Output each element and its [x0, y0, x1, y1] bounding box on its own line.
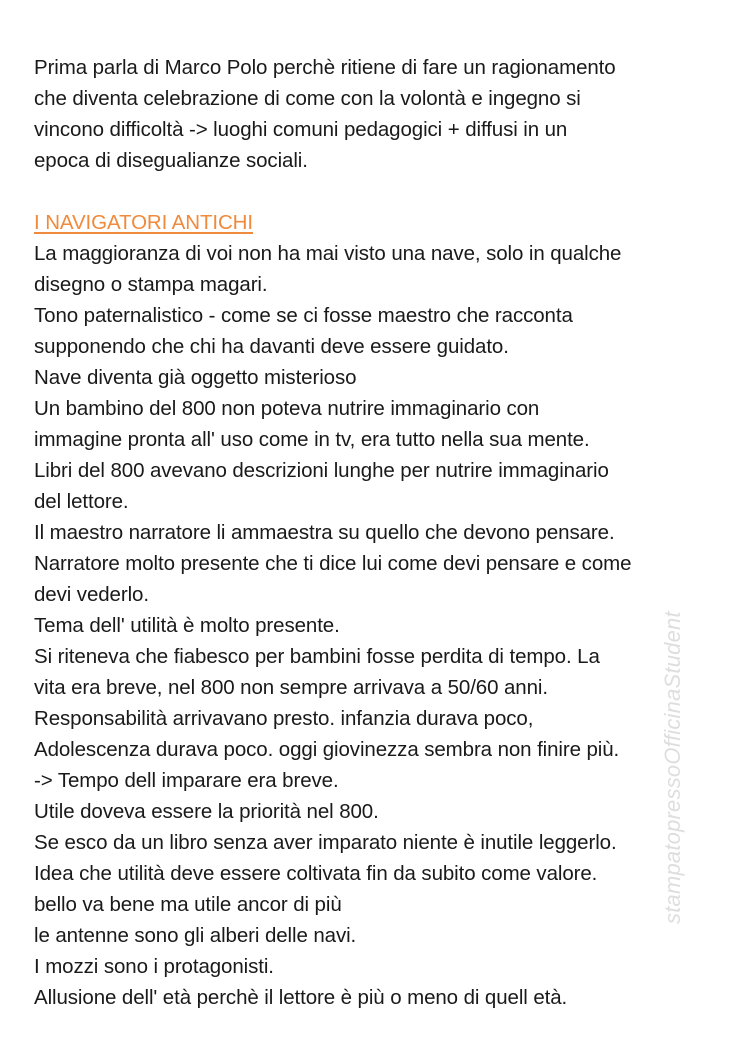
- text-line: Responsabilità arrivavano presto. infanzia durava poco,: [34, 707, 534, 730]
- text-line: Tono paternalistico - come se ci fosse maestro che racconta: [34, 304, 573, 327]
- text-line: -> Tempo dell imparare era breve.: [34, 769, 339, 792]
- text-line: immagine pronta all' uso come in tv, era tutto nella sua mente.: [34, 428, 590, 451]
- text-line: epoca di disegualianze sociali.: [34, 149, 308, 172]
- text-line: I mozzi sono i protagonisti.: [34, 955, 274, 978]
- document-body: [34, 52, 724, 1013]
- section-paragraph: [34, 238, 724, 1013]
- text-line: La maggioranza di voi non ha mai visto una nave, solo in qualche: [34, 242, 622, 265]
- text-line: Narratore molto presente che ti dice lui come devi pensare e come: [34, 552, 632, 575]
- text-line: Utile doveva essere la priorità nel 800.: [34, 800, 379, 823]
- text-line: Nave diventa già oggetto misterioso: [34, 366, 357, 389]
- text-line: Libri del 800 avevano descrizioni lunghe per nutrire immaginario: [34, 459, 609, 482]
- text-line: le antenne sono gli alberi delle navi.: [34, 924, 357, 947]
- text-line: Tema dell' utilità è molto presente.: [34, 614, 340, 637]
- text-line: bello va bene ma utile ancor di più: [34, 893, 342, 916]
- text-line: Idea che utilità deve essere coltivata fin da subito come valore.: [34, 862, 598, 885]
- text-line: Il maestro narratore li ammaestra su quello che devono pensare.: [34, 521, 615, 544]
- text-line: vita era breve, nel 800 non sempre arrivava a 50/60 anni.: [34, 676, 548, 699]
- text-line: vincono difficoltà -> luoghi comuni pedagogici + diffusi in un: [34, 118, 568, 141]
- text-line: che diventa celebrazione di come con la volontà e ingegno si: [34, 87, 581, 110]
- text-line: Adolescenza durava poco. oggi giovinezza sembra non finire più.: [34, 738, 620, 761]
- text-line: Prima parla di Marco Polo perchè ritiene di fare un ragionamento: [34, 56, 616, 79]
- text-line: devi vederlo.: [34, 583, 149, 606]
- paragraph-spacer: [34, 176, 724, 207]
- watermark: [638, 540, 685, 940]
- section-heading: I NAVIGATORI ANTICHI: [34, 211, 253, 234]
- text-line: Allusione dell' età perchè il lettore è più o meno di quell età.: [34, 986, 568, 1009]
- text-line: Se esco da un libro senza aver imparato niente è inutile leggerlo.: [34, 831, 617, 854]
- watermark-text: stampatopressoOfficinaStudent: [660, 611, 685, 924]
- text-line: Si riteneva che fiabesco per bambini fosse perdita di tempo. La: [34, 645, 600, 668]
- intro-paragraph: [34, 52, 724, 176]
- text-line: del lettore.: [34, 490, 129, 513]
- text-line: supponendo che chi ha davanti deve essere guidato.: [34, 335, 509, 358]
- text-line: Un bambino del 800 non poteva nutrire immaginario con: [34, 397, 540, 420]
- text-line: disegno o stampa magari.: [34, 273, 268, 296]
